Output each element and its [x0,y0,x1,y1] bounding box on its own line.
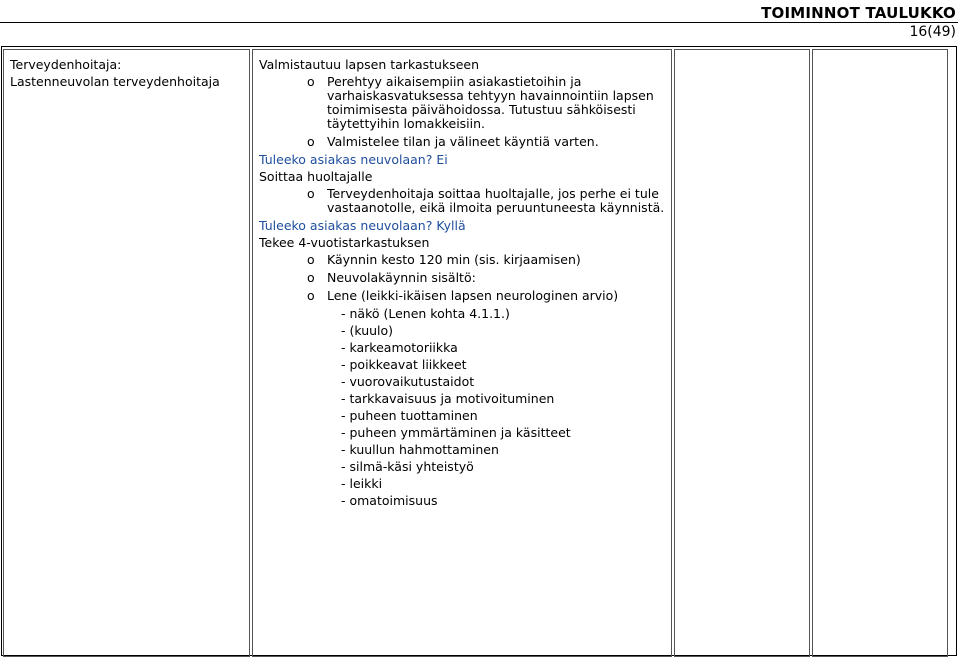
role-label: Terveydenhoitaja: [10,57,122,72]
list-item: - tarkkavaisuus ja motivoituminen [341,391,555,406]
bullet-icon: o [307,186,315,201]
list-item: - puheen tuottaminen [341,408,478,423]
list-item: - (kuulo) [341,323,394,338]
list-item: o Neuvolakäynnin sisältö: [307,270,476,285]
bullet-icon: o [307,252,315,267]
role-cell [3,49,250,657]
list-item: - puheen ymmärtäminen ja käsitteet [341,425,571,440]
list-item: - näkö (Lenen kohta 4.1.1.) [341,306,510,321]
list-item: - kuullun hahmottaminen [341,442,499,457]
section-title: Valmistautuu lapsen tarkastukseen [259,57,480,72]
decision-question: Tuleeko asiakas neuvolaan? Ei [259,152,448,167]
list-item: - omatoimisuus [341,493,438,508]
section-title: Soittaa huoltajalle [259,169,373,184]
section-title: Tekee 4-vuotistarkastuksen [259,235,430,250]
decision-answer: Ei [436,152,448,167]
list-item: - leikki [341,476,383,491]
list-item: o Perehtyy aikaisempiin asiakastietoihin ja varhaiskasvatuksessa tehtyyn havainnointiin lapsen toimimisesta päivähoidossa. Tutustuu sähköisesti täytettyihin lomakkeisiin. [307,74,654,131]
list-item: - karkeamotoriikka [341,340,458,355]
section2-list [259,186,665,217]
process-table [1,46,957,656]
header-divider [0,22,958,23]
page-number: 16(49) [909,24,956,40]
empty-cell [812,49,948,657]
list-item: - poikkeavat liikkeet [341,357,467,372]
empty-cell [674,49,810,657]
decision-question: Tuleeko asiakas neuvolaan? Kyllä [259,218,466,233]
bullet-icon: o [307,270,315,285]
list-item: o Käynnin kesto 120 min (sis. kirjaamisen) [307,252,581,267]
list-item: - silmä-käsi yhteistyö [341,459,474,474]
section3-list [259,252,665,305]
bullet-icon: o [307,134,315,149]
list-item: o Terveydenhoitaja soittaa huoltajalle, jos perhe ei tule vastaanotolle, eikä ilmoita peruuntuneesta käynnistä. [307,186,665,215]
lene-list [259,305,665,509]
list-item: o Lene (leikki-ikäisen lapsen neurologinen arvio) [307,288,619,303]
bullet-icon: o [307,74,315,89]
unit-label: Lastenneuvolan terveydenhoitaja [10,74,220,89]
list-item: o Valmistelee tilan ja välineet käyntiä varten. [307,134,599,149]
bullet-icon: o [307,288,315,303]
document-title: TOIMINNOT TAULUKKO [761,4,956,22]
section1-list [259,74,665,151]
activity-cell [252,49,672,657]
decision-answer: Kyllä [436,218,466,233]
list-item: - vuorovaikutustaidot [341,374,475,389]
